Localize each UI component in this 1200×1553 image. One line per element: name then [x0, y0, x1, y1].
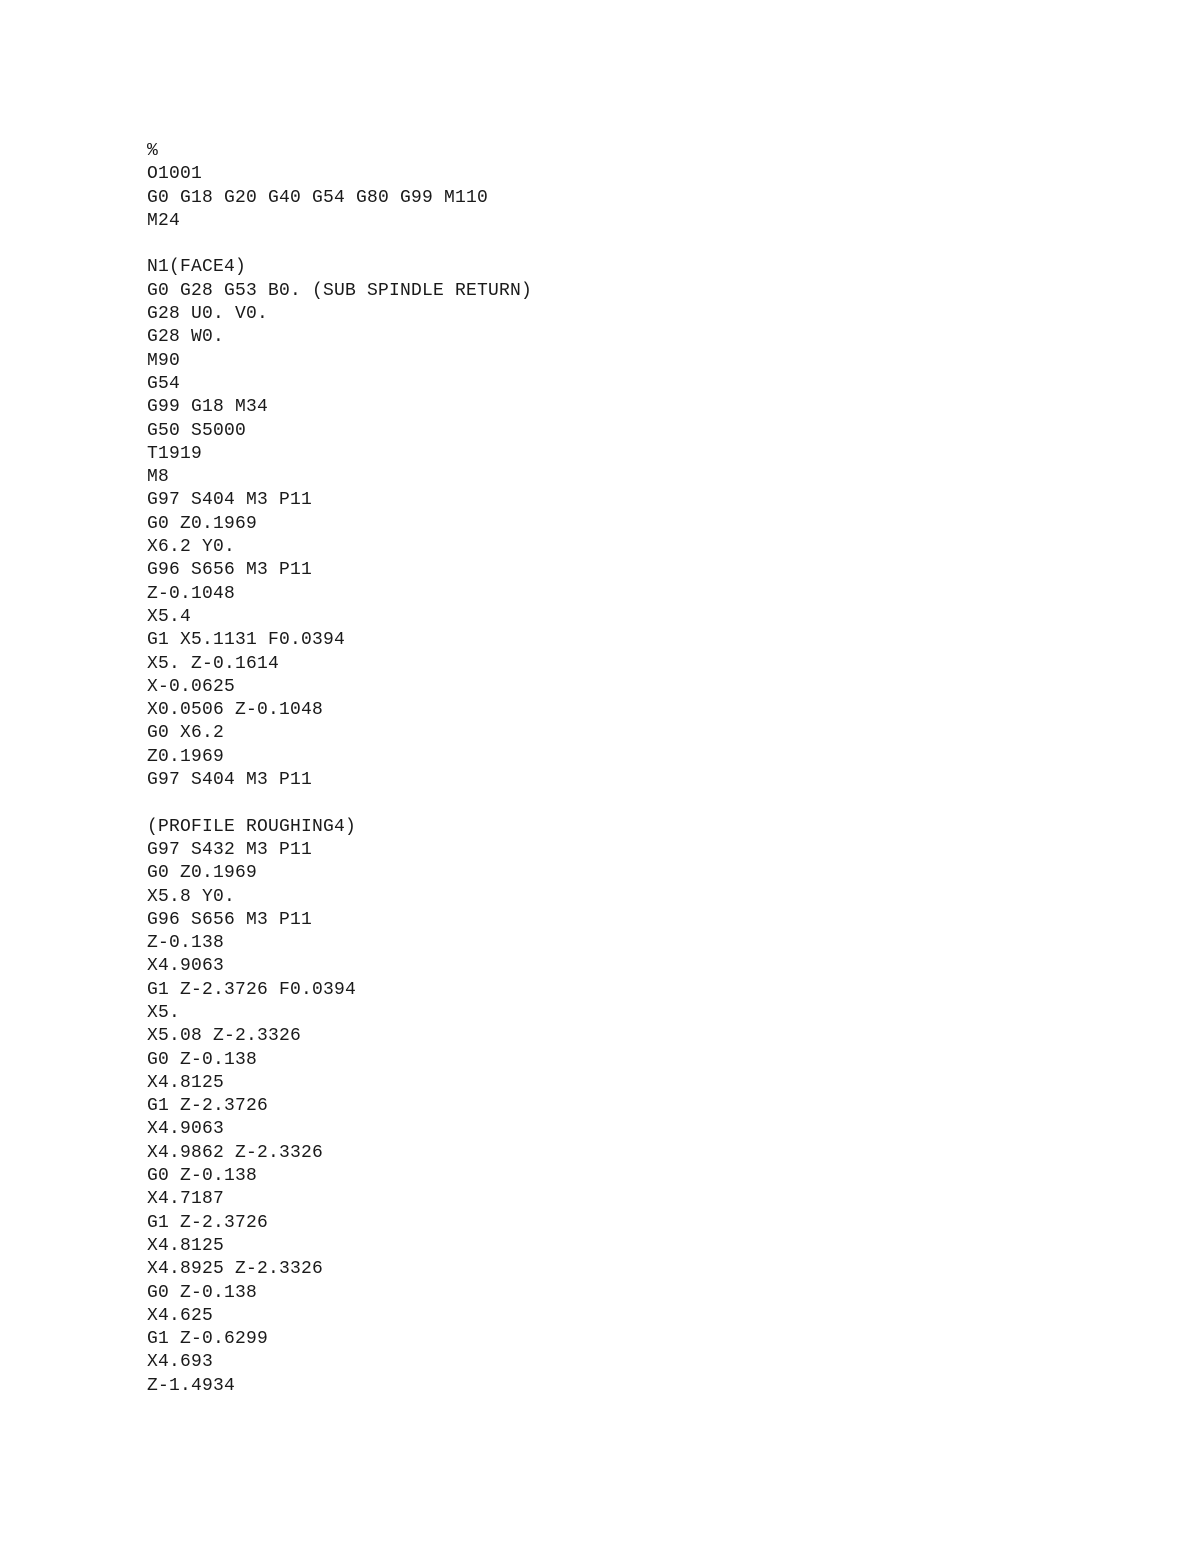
code-line: X0.0506 Z-0.1048	[147, 700, 324, 721]
code-line: X5.4	[147, 606, 192, 627]
code-line: X4.8925 Z-2.3326	[147, 1259, 324, 1280]
code-line: M8	[147, 467, 170, 488]
code-line: G28 W0.	[147, 327, 225, 348]
code-line: G1 Z-2.3726	[147, 1212, 269, 1233]
code-line: X5.8 Y0.	[147, 886, 236, 907]
code-line: Z-1.4934	[147, 1375, 236, 1396]
code-line: G1 Z-2.3726	[147, 1096, 269, 1117]
code-line: G1 Z-2.3726 F0.0394	[147, 979, 357, 1000]
code-line: X4.9862 Z-2.3326	[147, 1142, 324, 1163]
code-line: G99 G18 M34	[147, 397, 269, 418]
code-line: Z0.1969	[147, 746, 225, 767]
code-line: X4.693	[147, 1352, 214, 1373]
code-line: T1919	[147, 443, 203, 464]
code-line: G0 G18 G20 G40 G54 G80 G99 M110	[147, 187, 489, 208]
code-line: G0 G28 G53 B0. (SUB SPINDLE RETURN)	[147, 280, 533, 301]
code-line: G50 S5000	[147, 420, 247, 441]
code-line: M24	[147, 210, 181, 231]
code-line: N1(FACE4)	[147, 257, 247, 278]
code-line: X5. Z-0.1614	[147, 653, 280, 674]
code-line: X4.8125	[147, 1235, 225, 1256]
code-line: G1 Z-0.6299	[147, 1329, 269, 1350]
code-line: G97 S404 M3 P11	[147, 490, 313, 511]
code-line: X4.8125	[147, 1072, 225, 1093]
code-line: G96 S656 M3 P11	[147, 909, 313, 930]
code-line: X5.08 Z-2.3326	[147, 1026, 302, 1047]
code-line: X-0.0625	[147, 676, 236, 697]
code-line: O1001	[147, 164, 203, 185]
code-line: X4.9063	[147, 1119, 225, 1140]
code-line: Z-0.138	[147, 933, 225, 954]
code-line: Z-0.1048	[147, 583, 236, 604]
code-line	[147, 233, 532, 256]
code-line: X5.	[147, 1002, 181, 1023]
code-line: G0 Z-0.138	[147, 1049, 258, 1070]
code-line: G0 Z0.1969	[147, 513, 258, 534]
code-line: G0 Z0.1969	[147, 863, 258, 884]
code-line: G54	[147, 373, 181, 394]
code-line: X6.2 Y0.	[147, 537, 236, 558]
code-line: (PROFILE ROUGHING4)	[147, 816, 357, 837]
code-line: X4.7187	[147, 1189, 225, 1210]
code-line: M90	[147, 350, 181, 371]
code-line: G97 S432 M3 P11	[147, 839, 313, 860]
code-line: G0 Z-0.138	[147, 1166, 258, 1187]
code-line	[147, 792, 532, 815]
code-line: G97 S404 M3 P11	[147, 770, 313, 791]
code-line: G0 Z-0.138	[147, 1282, 258, 1303]
code-line: G96 S656 M3 P11	[147, 560, 313, 581]
code-line: G1 X5.1131 F0.0394	[147, 630, 346, 651]
code-line: X4.625	[147, 1305, 214, 1326]
code-line: G28 U0. V0.	[147, 304, 269, 325]
nc-program-listing	[147, 140, 532, 1398]
code-line: X4.9063	[147, 956, 225, 977]
code-line: %	[147, 141, 159, 161]
code-line: G0 X6.2	[147, 723, 225, 744]
